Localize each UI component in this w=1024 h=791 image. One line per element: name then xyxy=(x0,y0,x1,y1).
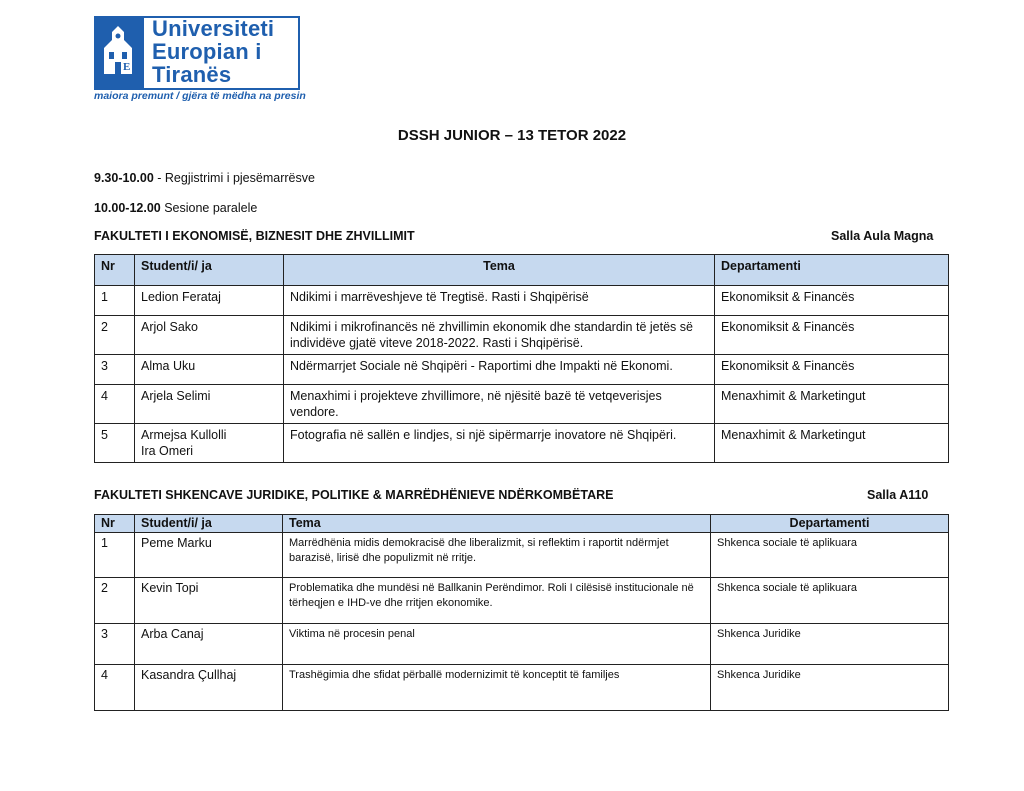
schedule-time: 9.30-10.00 xyxy=(94,171,154,185)
cell-student: Peme Marku xyxy=(135,533,283,578)
cell-department: Ekonomiksit & Financës xyxy=(715,355,949,385)
cell-student: Armejsa Kullolli Ira Omeri xyxy=(135,424,284,463)
schedule-line-sessions xyxy=(94,201,257,215)
cell-tema: Ndikimi i marrëveshjeve të Tregtisë. Rasti i Shqipërisë xyxy=(284,286,715,316)
university-name-line-3: Tiranës xyxy=(152,62,232,87)
cell-department: Ekonomiksit & Financës xyxy=(715,316,949,355)
university-name-line-1: Universiteti xyxy=(152,16,275,41)
cell-nr: 3 xyxy=(95,355,135,385)
cell-tema: Menaxhimi i projekteve zhvillimore, në njësitë bazë të vetqeverisjes vendore. xyxy=(284,385,715,424)
schedule-line-registration xyxy=(94,171,315,185)
cell-tema: Ndikimi i mikrofinancës në zhvillimin ekonomik dhe standardin të jetës së individëve gjatë viteve 2018-2022. Rasti i Shqipërisë. xyxy=(284,316,715,355)
table-header-row xyxy=(95,255,949,286)
table-row xyxy=(95,665,949,711)
cell-nr: 1 xyxy=(95,533,135,578)
column-header: Tema xyxy=(283,515,711,533)
cell-nr: 1 xyxy=(95,286,135,316)
cell-nr: 4 xyxy=(95,385,135,424)
cell-department: Shkenca sociale të aplikuara xyxy=(711,578,949,624)
university-motto: maiora premunt / gjëra të mëdha na presin xyxy=(94,90,306,102)
cell-student: Alma Uku xyxy=(135,355,284,385)
column-header: Nr xyxy=(95,255,135,286)
table-row xyxy=(95,316,949,355)
session-table xyxy=(94,514,949,711)
cell-tema: Viktima në procesin penal xyxy=(283,624,711,665)
room-label: Salla Aula Magna xyxy=(831,229,934,243)
column-header: Tema xyxy=(284,255,715,286)
cell-tema: Fotografia në sallën e lindjes, si një sipërmarrje inovatore në Shqipëri. xyxy=(284,424,715,463)
cell-nr: 2 xyxy=(95,316,135,355)
room-label: Salla A110 xyxy=(867,488,929,502)
schedule-text: Sesione paralele xyxy=(160,201,258,215)
table-row xyxy=(95,355,949,385)
cell-student: Arba Canaj xyxy=(135,624,283,665)
session-table xyxy=(94,254,949,463)
column-header: Nr xyxy=(95,515,135,533)
university-name-line-2: Europian i xyxy=(152,39,262,64)
table-row xyxy=(95,578,949,624)
cell-department: Menaxhimit & Marketingut xyxy=(715,385,949,424)
cell-nr: 4 xyxy=(95,665,135,711)
column-header: Departamenti xyxy=(711,515,949,533)
cell-nr: 2 xyxy=(95,578,135,624)
schedule-time: 10.00-12.00 xyxy=(94,201,161,215)
schedule-text: - Regjistrimi i pjesëmarrësve xyxy=(153,171,315,185)
cell-nr: 3 xyxy=(95,624,135,665)
cell-department: Shkenca Juridike xyxy=(711,665,949,711)
cell-department: Ekonomiksit & Financës xyxy=(715,286,949,316)
table-row xyxy=(95,286,949,316)
table-header-row xyxy=(95,515,949,533)
table-row xyxy=(95,385,949,424)
cell-department: Menaxhimit & Marketingut xyxy=(715,424,949,463)
faculty-heading: FAKULTETI SHKENCAVE JURIDIKE, POLITIKE & MARRËDHËNIEVE NDËRKOMBËTARE xyxy=(94,488,614,502)
cell-tema: Ndërmarrjet Sociale në Shqipëri - Raportimi dhe Impakti në Ekonomi. xyxy=(284,355,715,385)
cell-tema: Marrëdhënia midis demokracisë dhe liberalizmit, si reflektim i raportit ndërmjet barazisë, lirisë dhe populizmit në rritje. xyxy=(283,533,711,578)
column-header: Student/i/ ja xyxy=(135,255,284,286)
column-header: Student/i/ ja xyxy=(135,515,283,533)
university-emblem-icon xyxy=(96,18,144,88)
column-header: Departamenti xyxy=(715,255,949,286)
cell-student: Kevin Topi xyxy=(135,578,283,624)
cell-student: Kasandra Çullhaj xyxy=(135,665,283,711)
table-row xyxy=(95,624,949,665)
cell-nr: 5 xyxy=(95,424,135,463)
table-row xyxy=(95,533,949,578)
faculty-heading: FAKULTETI I EKONOMISË, BIZNESIT DHE ZHVILLIMIT xyxy=(94,229,415,243)
cell-tema: Problematika dhe mundësi në Ballkanin Perëndimor. Roli I cilësisë institucionale në tërheqjen e IHD-ve dhe rritjen ekonomike. xyxy=(283,578,711,624)
event-title: DSSH JUNIOR – 13 TETOR 2022 xyxy=(397,127,627,144)
cell-student: Ledion Ferataj xyxy=(135,286,284,316)
table-row xyxy=(95,424,949,463)
cell-student: Arjol Sako xyxy=(135,316,284,355)
cell-tema: Trashëgimia dhe sfidat përballë modernizimit të konceptit të familjes xyxy=(283,665,711,711)
cell-student: Arjela Selimi xyxy=(135,385,284,424)
university-name xyxy=(152,17,274,86)
cell-department: Shkenca Juridike xyxy=(711,624,949,665)
cell-department: Shkenca sociale të aplikuara xyxy=(711,533,949,578)
university-logo xyxy=(94,16,306,104)
svg-text:E: E xyxy=(123,61,131,73)
